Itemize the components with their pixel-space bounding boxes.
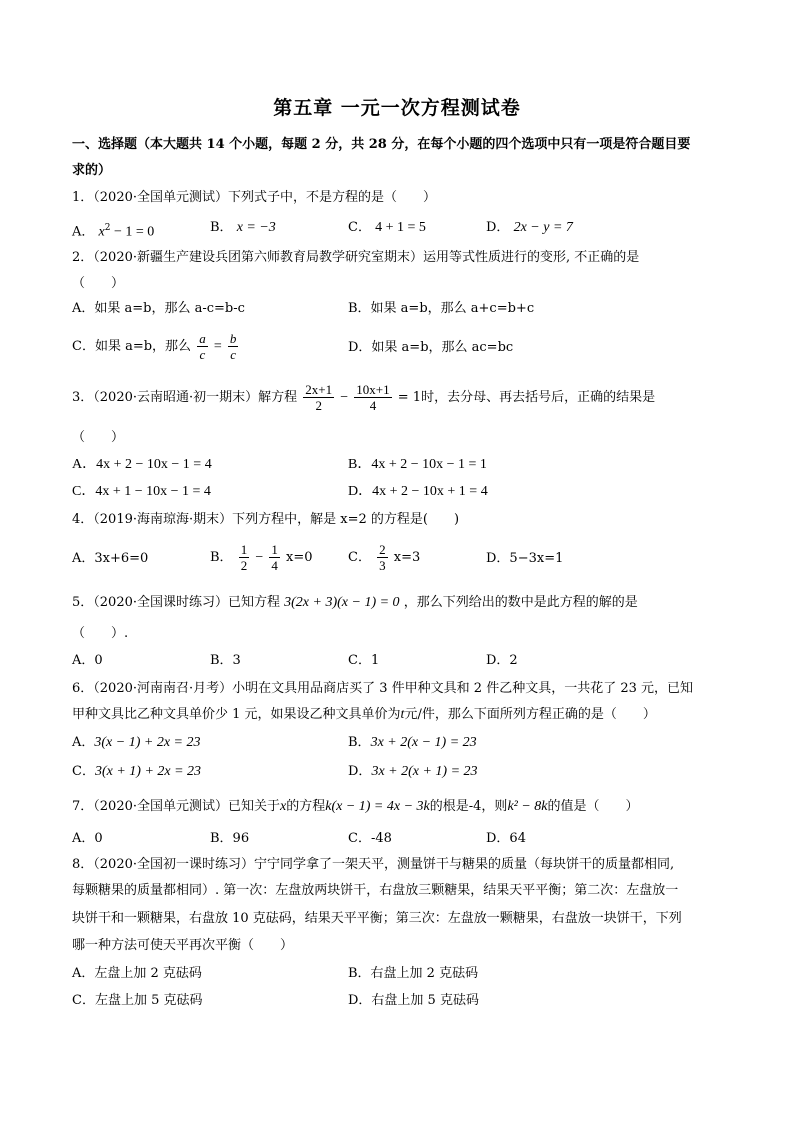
- fraction-denominator: c: [199, 347, 206, 362]
- option-label: B．: [348, 735, 371, 750]
- option-label: B．: [210, 550, 233, 565]
- question-6-stem-line2: [72, 706, 656, 724]
- question-4-option-d: D．5−3x=1: [486, 551, 564, 566]
- option-math: x: [98, 224, 105, 240]
- question-1-option-a: A． $x^2 - 1 = 0$: [72, 223, 155, 240]
- fraction-numerator: 1: [271, 542, 278, 557]
- fraction: [197, 331, 208, 362]
- stem-text: 的根是-4，则: [429, 799, 508, 814]
- fraction-numerator: 10x+1: [356, 382, 390, 397]
- equation: k(x − 1) = 4x − 3k: [325, 799, 430, 814]
- stem-text: 的值是（ ）: [547, 799, 639, 814]
- question-4-option-b: [210, 542, 313, 573]
- question-7-option-a: A．0: [72, 831, 103, 846]
- option-label: B．: [210, 220, 233, 235]
- fraction-numerator: 2x+1: [305, 382, 333, 397]
- option-label: C．: [72, 764, 95, 779]
- question-7-option-b: B．96: [210, 831, 250, 846]
- stem-text: 的方程: [286, 799, 326, 814]
- question-2-option-d: D．如果 a=b，那么 ac=bc: [348, 340, 514, 355]
- question-6-option-c: [72, 763, 201, 781]
- stem-text: 3．（2020·云南昭通·初一期末）解方程: [72, 390, 298, 405]
- question-1-option-c: [348, 219, 426, 237]
- stem-text: ，那么下列给出的数中是此方程的解的是: [403, 595, 638, 610]
- option-math: 3(x − 1) + 2x = 23: [94, 735, 201, 750]
- fraction-denominator: 2: [315, 398, 322, 413]
- option-math: 2x − y = 7: [513, 220, 573, 235]
- question-6-option-b: [348, 734, 477, 752]
- question-7-option-d: D．64: [486, 831, 526, 846]
- option-math: 3x + 2(x − 1) = 23: [370, 735, 477, 750]
- fraction-denominator: 4: [271, 558, 278, 573]
- stem-text: 7．（2020·全国单元测试）已知关于: [72, 799, 280, 814]
- fraction-numerator: a: [199, 331, 206, 346]
- variable: t: [400, 707, 405, 722]
- question-8-option-a: A．左盘上加 2 克砝码: [72, 966, 202, 981]
- question-4-option-c: [348, 542, 420, 573]
- option-label: A．: [72, 224, 95, 240]
- option-label: D．: [348, 764, 372, 779]
- fraction-numerator: b: [229, 331, 237, 346]
- fraction-denominator: 3: [379, 558, 386, 573]
- question-4-stem: 4．（2019·海南琼海·期末）下列方程中，解是 x=2 的方程是( ): [72, 512, 460, 527]
- option-text: x=3: [393, 550, 421, 565]
- expression: k² − 8k: [507, 799, 548, 814]
- minus-sign: −: [255, 550, 264, 565]
- question-3-option-b: B．4x + 2 − 10x − 1 = 1: [348, 457, 487, 472]
- question-2-stem-line2: （ ）: [72, 276, 125, 291]
- fraction-denominator: 2: [240, 558, 248, 573]
- question-1-stem: 1．（2020·全国单元测试）下列式子中，不是方程的是（ ）: [72, 190, 436, 205]
- variable: x: [280, 799, 287, 814]
- question-5-stem-line2: （ ）.: [72, 626, 129, 641]
- question-3-option-c: C．4x + 1 − 10x − 1 = 4: [72, 484, 211, 499]
- question-1-option-d: [486, 219, 573, 237]
- equation: 3(2x + 3)(x − 1) = 0: [284, 595, 400, 610]
- option-label: C．: [348, 550, 371, 565]
- question-2-option-a: A．如果 a=b，那么 a-c=b-c: [72, 301, 245, 316]
- option-label: D．: [486, 220, 510, 235]
- question-2-option-b: B．如果 a=b，那么 a+c=b+c: [348, 301, 535, 316]
- option-math: x = −3: [236, 220, 276, 235]
- question-8-option-c: C．左盘上加 5 克砝码: [72, 993, 203, 1008]
- fraction-numerator: 2: [379, 542, 386, 557]
- fraction: [269, 542, 280, 573]
- fraction: [239, 542, 250, 573]
- question-5-option-c: C．1: [348, 653, 380, 668]
- page-title: 第五章 一元一次方程测试卷: [273, 97, 521, 119]
- option-math: 4 + 1 = 5: [375, 220, 426, 235]
- question-5-option-d: D．2: [486, 653, 518, 668]
- fraction: [228, 331, 239, 362]
- equals-sign: =: [213, 339, 222, 354]
- question-8-stem-line2: 每颗糖果的质量都相同）. 第一次：左盘放两块饼干，右盘放三颗糖果，结果天平平衡；第二次：左盘放一: [72, 883, 679, 898]
- fraction-denominator: 4: [369, 398, 377, 413]
- section-heading-line1: 一、选择题（本大题共 14 个小题，每题 2 分，共 28 分，在每个小题的四个选项中只有一项是符合题目要: [72, 137, 691, 152]
- section-heading-line2: 求的）: [72, 163, 112, 178]
- stem-text: 5．（2020·全国课时练习）已知方程: [72, 595, 280, 610]
- question-8-option-b: B．右盘上加 2 克砝码: [348, 966, 479, 981]
- fraction: [377, 542, 388, 573]
- fraction-numerator: 1: [240, 542, 248, 557]
- question-3-option-a: A．4x + 2 − 10x − 1 = 4: [72, 457, 212, 472]
- question-5-option-a: A．0: [72, 653, 103, 668]
- stem-text: = 1时，去分母、再去括号后，正确的结果是: [397, 390, 656, 405]
- stem-text: 元/件，那么下面所列方程正确的是（ ）: [404, 707, 656, 722]
- question-2-option-c: [72, 331, 240, 362]
- question-5-stem-line1: [72, 594, 638, 612]
- stem-text: 甲种文具比乙种文具单价少 1 元，如果设乙种文具单价为: [72, 707, 401, 722]
- question-6-stem-line1: 6．（2020·河南南召·月考）小明在文具用品商店买了 3 件甲种文具和 2 件乙种文具，一共花了 23 元，已知: [72, 681, 693, 696]
- question-6-option-d: [348, 763, 478, 781]
- question-7-option-c: C．-48: [348, 831, 392, 846]
- option-math: 3x + 2(x + 1) = 23: [371, 764, 478, 779]
- question-3-option-d: D．4x + 2 − 10x + 1 = 4: [348, 484, 488, 499]
- question-8-option-d: D．右盘上加 5 克砝码: [348, 993, 479, 1008]
- question-1-option-b: [210, 219, 276, 237]
- question-6-option-a: [72, 734, 200, 752]
- question-7-stem: [72, 798, 639, 816]
- option-text: C．如果 a=b，那么: [72, 339, 192, 354]
- fraction-denominator: c: [230, 347, 237, 362]
- question-8-stem-line1: 8．（2020·全国初一课时练习）宁宁同学拿了一架天平，测量饼干与糖果的质量（每块饼干的质量都相同,: [72, 857, 675, 872]
- question-3-stem-line2: （ ）: [72, 430, 125, 445]
- fraction: [303, 382, 334, 413]
- question-5-option-b: B．3: [210, 653, 241, 668]
- minus-sign: −: [340, 390, 349, 405]
- fraction: [354, 382, 391, 413]
- option-text: x=0: [286, 550, 313, 565]
- question-2-stem-line1: 2．（2020·新疆生产建设兵团第六师教育局教学研究室期末）运用等式性质进行的变形, 不正确的是: [72, 250, 640, 265]
- option-label: C．: [348, 220, 371, 235]
- question-8-stem-line3: 块饼干和一颗糖果，右盘放 10 克砝码，结果天平平衡；第三次：左盘放一颗糖果，右盘放一块饼干，下列: [72, 911, 682, 926]
- question-3-stem-line1: [72, 382, 655, 413]
- option-math: 3(x + 1) + 2x = 23: [94, 764, 202, 779]
- question-4-option-a: A．3x+6=0: [72, 551, 149, 566]
- option-math: − 1 = 0: [110, 224, 155, 240]
- question-8-stem-line4: 哪一种方法可使天平再次平衡（ ）: [72, 938, 294, 953]
- option-label: A．: [72, 735, 95, 750]
